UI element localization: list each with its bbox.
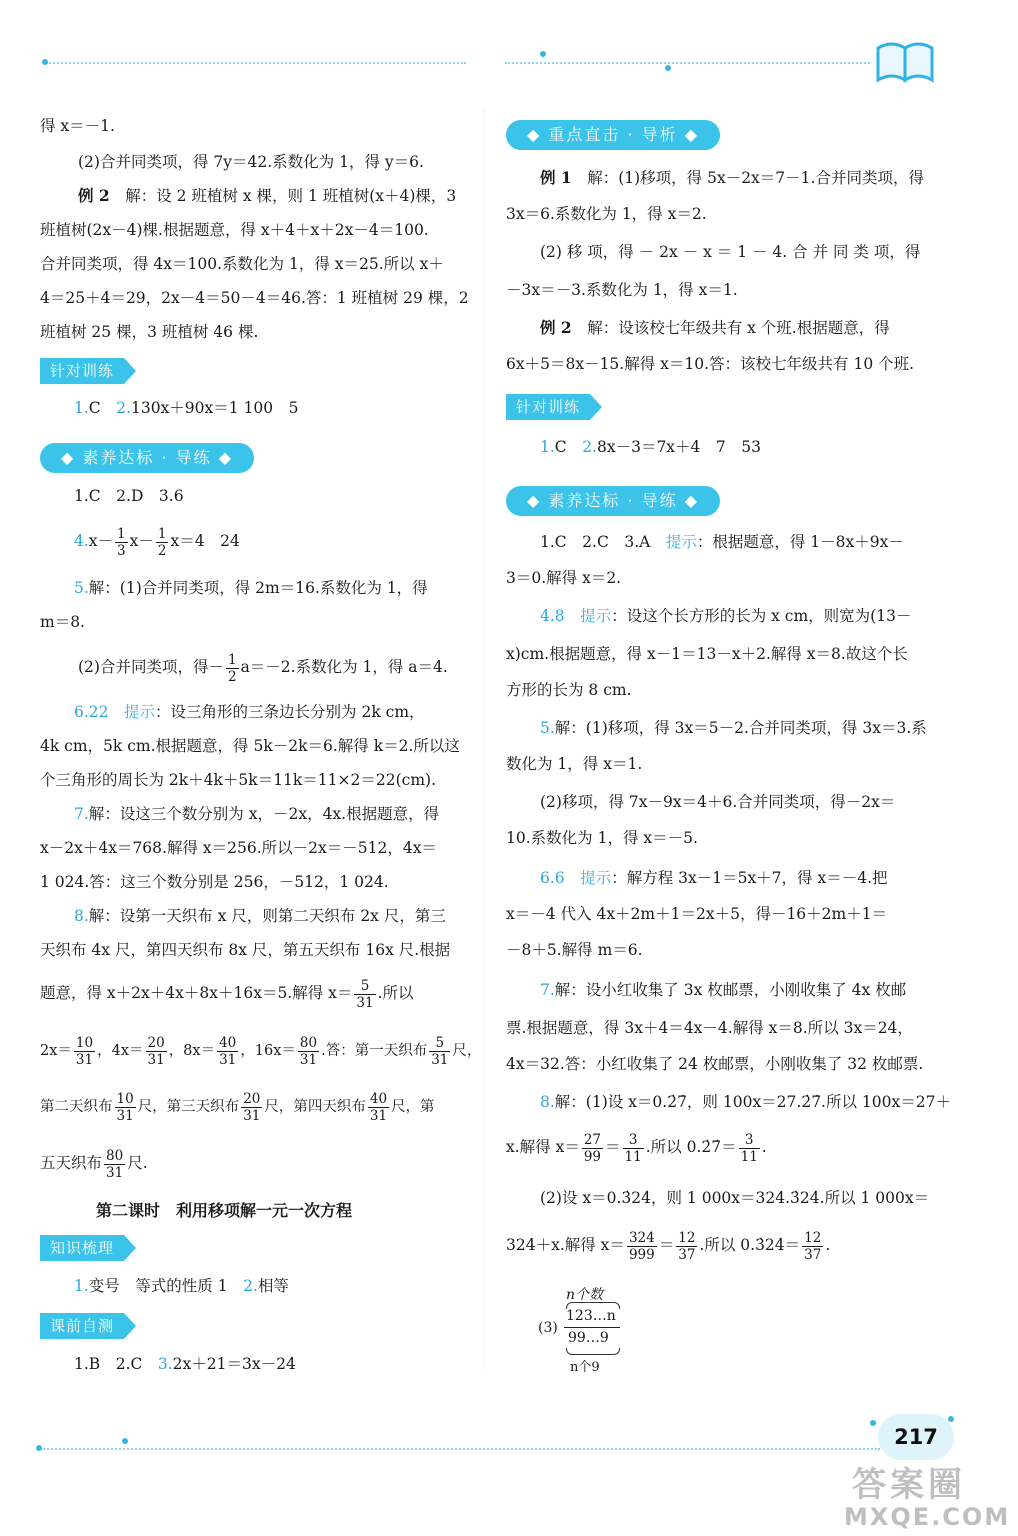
text-line: －8＋5.解得 m＝6. [506,941,643,959]
footer-dot [870,1420,876,1426]
text-line: －3x＝－3.系数化为 1，得 x＝1. [506,281,738,299]
text-line: (2)设 x＝0.3̇24̇，则 1 000x＝324.3̇24̇.所以 1 000x＝ [540,1189,930,1207]
column-divider [484,110,485,1370]
header-dot [540,51,546,57]
brace-label-bottom: n个9 [570,1360,600,1375]
num: 1. [74,399,89,417]
book-icon [874,38,936,84]
text-line: 五天织布 $\frac{80}{31}$ 尺. [40,1147,148,1181]
answer-line: 1.C 2.C 3.A 提示：根据题意，得 1－8x＋9x－ [540,533,904,551]
watermark-logo [838,1466,1016,1534]
answer-8: 8.解：(1)设 x＝0.2̇7̇，则 100x＝27.2̇7̇.所以 100x＝27＋ [540,1093,951,1111]
text-line: 得 x＝－1. [40,117,115,135]
brace-bottom [566,1348,620,1355]
numerator: 123…n [566,1308,616,1324]
watermark-text: 答案圈 [852,1465,966,1505]
section-tag-targeted-training: 针对训练 [40,358,124,384]
footer-dot [948,1416,954,1422]
answer-5: 5.解：(1)移项，得 3x＝5－2.合并同类项，得 3x＝3.系 [540,719,927,737]
answer-6: 6.22 提示：设三角形的三条边长分别为 2k cm， [74,703,425,721]
answer-4: 4.8 提示：设这个长方形的长为 x cm，则宽为(13－ [540,607,912,625]
answer-4 [74,524,240,559]
answer-3: 3.6 [158,487,184,505]
answer-line [74,398,299,418]
example-2: 例 2 解：设该校七年级共有 x 个班.根据题意，得 [540,318,890,337]
fraction-bar [564,1327,620,1328]
section-pill-literacy: ◆ 素养达标 · 导练 ◆ [506,486,720,516]
text-line: 班植树(2x－4)棵.根据题意，得 x＋4＋x＋2x－4＝100. [40,221,429,239]
footer-dotted-rule [40,1448,880,1450]
text-line: 3x＝6.系数化为 1，得 x＝2. [506,205,707,223]
brace-label-top: n个数 [566,1287,604,1303]
text-line: x)cm.根据题意，得 x－1＝13－x＋2.解得 x＝8.故这个长 [506,645,908,663]
text-line: 题意，得 x＋2x＋4x＋8x＋16x＝5.解得 x＝ $\frac{5}{31}$ .所以 [40,977,414,1011]
fraction: $\frac{1}{2}$ [227,651,237,685]
num: 2. [116,399,131,417]
denominator: 99…9 [568,1330,609,1346]
text-line: 方形的长为 8 cm. [506,681,632,699]
text-line: 第二天织布 $\frac{10}{31}$ 尺，第三天织布 $\frac{20}{31}$ 尺，第四天织布 $\frac{40}{31}$ 尺，第 [40,1090,435,1124]
text-line: x－2x＋4x＝768.解得 x＝256.所以－2x＝－512，4x＝ [40,839,437,857]
hint-label: 提示 [124,703,156,721]
example-label: 例 2 [78,186,110,205]
footer-dot [122,1438,128,1444]
answer-line: 1.变号 等式的性质 1 2.相等 [74,1277,289,1295]
answer-line: 1.B 2.C 3.2x＋21＝3x－24 [74,1355,296,1373]
fraction: $\frac{1}{2}$ [157,525,167,559]
text-line: 天织布 4x 尺，第四天织布 8x 尺，第五天织布 16x 尺.根据 [40,941,451,959]
answer-8-part3 [538,1284,628,1374]
footer-dot [36,1445,42,1451]
watermark-url: MXQE.COM [844,1503,1011,1531]
num: 4. [74,532,89,550]
section-tag-pre-test: 课前自测 [40,1313,124,1339]
text-line: (2)合并同类项，得 7y＝42.系数化为 1，得 y＝6. [78,153,424,171]
text-line: 班植树 25 棵，3 班植树 46 棵. [40,323,259,341]
text: C [88,399,101,417]
section-pill-key-points: ◆ 重点直击 · 导析 ◆ [506,120,720,150]
text-line: (2)移项，得 7x－9x＝4＋6.合并同类项，得－2x＝ [540,793,896,811]
text-line: x.解得 x＝ $\frac{27}{99}$ ＝ $\frac{3}{11}$ .所以 0.2̇7̇＝ $\frac{3}{11}$ . [506,1131,767,1165]
text-line: (2)合并同类项，得－ $\frac{1}{2}$ a＝－2.系数化为 1，得 a＝4. [78,651,448,685]
answer-7: 7.解：设这三个数分别为 x，－2x，4x.根据题意，得 [74,805,440,823]
example-2 [78,186,456,206]
answer-8: 8.解：设第一天织布 x 尺，则第二天织布 2x 尺，第三 [74,907,446,925]
answer-2: 2.D [116,487,144,505]
text-line: 3＝0.解得 x＝2. [506,569,622,587]
answer-5: 5.解：(1)合并同类项，得 2m＝16.系数化为 1，得 [74,579,428,597]
text-line: x＝－4 代入 4x＋2m＋1＝2x＋5，得－16＋2m＋1＝ [506,905,888,923]
text-line: 1 024.答：这三个数分别是 256，－512，1 024. [40,873,389,891]
section-tag-targeted-training: 针对训练 [506,394,590,420]
text-line: 10.系数化为 1，得 x＝－5. [506,829,698,847]
text: x－ [129,532,154,550]
text-line: m＝8. [40,613,85,631]
text-line: (2) 移 项，得 － 2x － x ＝ 1 － 4. 合 并 同 类 项，得 [540,243,921,261]
answer-line-row1 [74,486,184,506]
section-tag-knowledge: 知识梳理 [40,1235,124,1261]
header-dotted-rule-right [505,62,870,64]
text: 解：设 2 班植树 x 棵，则 1 班植树(x＋4)棵，3 [125,187,457,205]
text-line: 6x＋5＝8x－15.解得 x＝10.答：该校七年级共有 10 个班. [506,355,915,373]
header-dot [665,65,671,71]
answer-6: 6.6 提示：解方程 3x－1＝5x＋7，得 x＝－4.把 [540,869,888,887]
header-dot [42,59,48,65]
answer-1: 1.C [74,487,101,505]
label: (3) [538,1320,558,1336]
text-line: 个三角形的周长为 2k＋4k＋5k＝11k＝11×2＝22(cm). [40,771,437,789]
answer-line: 1.C 2.8x－3＝7x＋4 7 53 [540,438,761,456]
text: x＝4 24 [170,532,240,550]
header-dotted-rule-left [46,62,466,64]
text-line: 数化为 1，得 x＝1. [506,755,643,773]
text-line: 合并同类项，得 4x＝100.系数化为 1，得 x＝25.所以 x＋ [40,255,444,273]
text-line: 4＝25＋4＝29，2x－4＝50－4＝46.答：1 班植树 29 棵，2 [40,289,469,307]
section-pill-literacy: ◆ 素养达标 · 导练 ◆ [40,443,254,473]
text: 130x＋90x＝1 100 5 [130,399,299,417]
text-line: 324＋x.解得 x＝ $\frac{324}{999}$ ＝ $\frac{12}{37}$ .所以 0.3̇24̇＝ $\frac{12}{37}$ . [506,1229,831,1263]
page-number: 217 [878,1414,954,1460]
answer-7: 7.解：设小红收集了 3x 枚邮票，小刚收集了 4x 枚邮 [540,981,907,999]
example-1: 例 1 解：(1)移项，得 5x－2x＝7－1.合并同类项，得 [540,168,924,187]
text-line: 票.根据题意，得 3x＋4＝4x－4.解得 x＝8.所以 3x＝24， [506,1019,913,1037]
text: x－ [88,532,114,550]
text-line: 4k cm，5k cm.根据题意，得 5k－2k＝6.解得 k＝2.所以这 [40,737,460,755]
lesson-title: 第二课时 利用移项解一元一次方程 [96,1201,353,1220]
text-line: 2x＝ $\frac{10}{31}$ ，4x＝ $\frac{20}{31}$ ，8x＝ $\frac{40}{31}$ ，16x＝ $\frac{80}{31}$ .答：第一天织布 $\frac{5}{31}$ 尺， [40,1034,482,1068]
fraction: $\frac{1}{3}$ [117,525,126,559]
text-line: 4x＝32.答：小红收集了 24 枚邮票，小刚收集了 32 枚邮票. [506,1055,924,1073]
